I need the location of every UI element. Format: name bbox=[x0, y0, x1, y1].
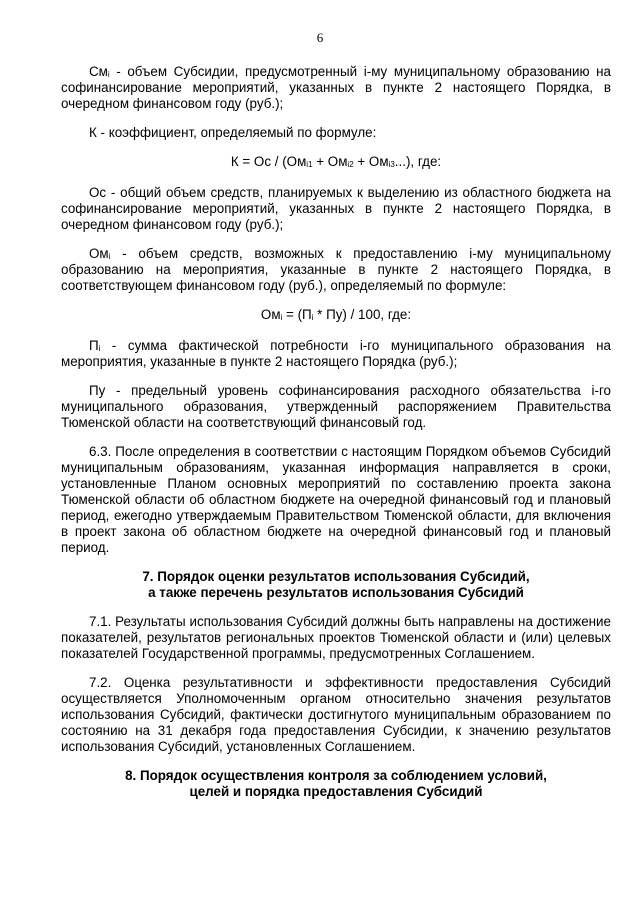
definition-cm bbox=[61, 64, 611, 112]
heading-line: 7. Порядок оценки результатов использования Субсидий, bbox=[142, 569, 530, 584]
subscript: i bbox=[280, 313, 283, 322]
paragraph-7-1: 7.1. Результаты использования Субсидий должны быть направлены на достижение показателей, результатов региональных проектов Тюменской области и (или) целевых показателей Государственной программы, предусмотренных Соглашением. bbox=[61, 614, 611, 661]
definition-k: К - коэффициент, определяемый по формуле: bbox=[89, 125, 377, 140]
heading-line: 8. Порядок осуществления контроля за соблюдением условий, bbox=[125, 768, 547, 783]
subscript: i2 bbox=[347, 160, 354, 169]
definition-om bbox=[61, 246, 611, 294]
symbol: П bbox=[89, 338, 99, 353]
formula-part: + Ом bbox=[312, 154, 348, 169]
definition-text: - объем средств, возможных к предоставлению i-му муниципальному образованию на мероприятия, указанные в пункте 2 настоящего Порядка, в соответствующем финансовом году (руб.), определяемый по формуле: bbox=[61, 246, 611, 293]
formula-part: ...), где: bbox=[394, 154, 442, 169]
paragraph-7-2: 7.2. Оценка результативности и эффективности предоставления Субсидий осуществляется Уполномоченным органом относительно значения результатов использования Субсидий, фактически достигнутого муниципальным образованием по состоянию на 31 декабря года предоставления Субсидии, к значению результатов использования Субсидий, установленных Соглашением. bbox=[61, 675, 611, 754]
formula-om bbox=[61, 307, 611, 323]
heading-line: целей и порядка предоставления Субсидий bbox=[189, 784, 483, 799]
symbol: См bbox=[89, 64, 108, 79]
document-body bbox=[61, 64, 611, 813]
subscript: i3 bbox=[388, 160, 395, 169]
subscript: i bbox=[311, 313, 314, 322]
section-7-heading bbox=[61, 569, 611, 601]
paragraph-6-3: 6.3. После определения в соответствии с настоящим Порядком объемов Субсидий муниципальным образованиям, указанная информация направляется в сроки, установленные Планом основных мероприятий по составлению проекта закона Тюменской области об областном бюджете на очередной финансовый год и плановый период, ежегодно утверждаемым Правительством Тюменской области, для включения в проект закона об областном бюджете на очередной финансовый год и плановый период. bbox=[61, 444, 611, 555]
symbol: Ом bbox=[89, 246, 109, 261]
subscript: i1 bbox=[306, 160, 313, 169]
definition-text: - объем Субсидии, предусмотренный i-му муниципальному образованию на софинансирование мероприятий, указанных в пункте 2 настоящего Порядка, в очередном финансовом году (руб.); bbox=[61, 64, 611, 111]
formula-k bbox=[61, 154, 611, 170]
definition-oc: Ос - общий объем средств, планируемых к выделению из областного бюджета на софинансирование мероприятий, указанных в пункте 2 настоящего Порядка, в очередном финансовом году (руб.); bbox=[61, 185, 611, 232]
subscript: i bbox=[108, 252, 111, 261]
definition-p bbox=[61, 338, 611, 370]
formula-part: К = Ос / (Ом bbox=[230, 154, 307, 169]
formula-part: * Пу) / 100, где: bbox=[313, 307, 412, 322]
subscript: i bbox=[98, 344, 101, 353]
formula-part: + Ом bbox=[353, 154, 389, 169]
section-8-heading bbox=[61, 768, 611, 800]
heading-line: а также перечень результатов использования Субсидий bbox=[148, 585, 524, 600]
formula-part: = (П bbox=[282, 307, 312, 322]
formula-part: Ом bbox=[260, 307, 281, 322]
page-number: 6 bbox=[316, 30, 324, 45]
definition-py: Пу - предельный уровень софинансирования расходного обязательства i-го муниципального образования, утвержденный распоряжением Правительства Тюменской области на соответствующий финансовый год. bbox=[61, 383, 611, 430]
definition-text: - сумма фактической потребности i-го муниципального образования на мероприятия, указанные в пункте 2 настоящего Порядка (руб.); bbox=[61, 338, 611, 369]
subscript: i bbox=[107, 70, 110, 79]
